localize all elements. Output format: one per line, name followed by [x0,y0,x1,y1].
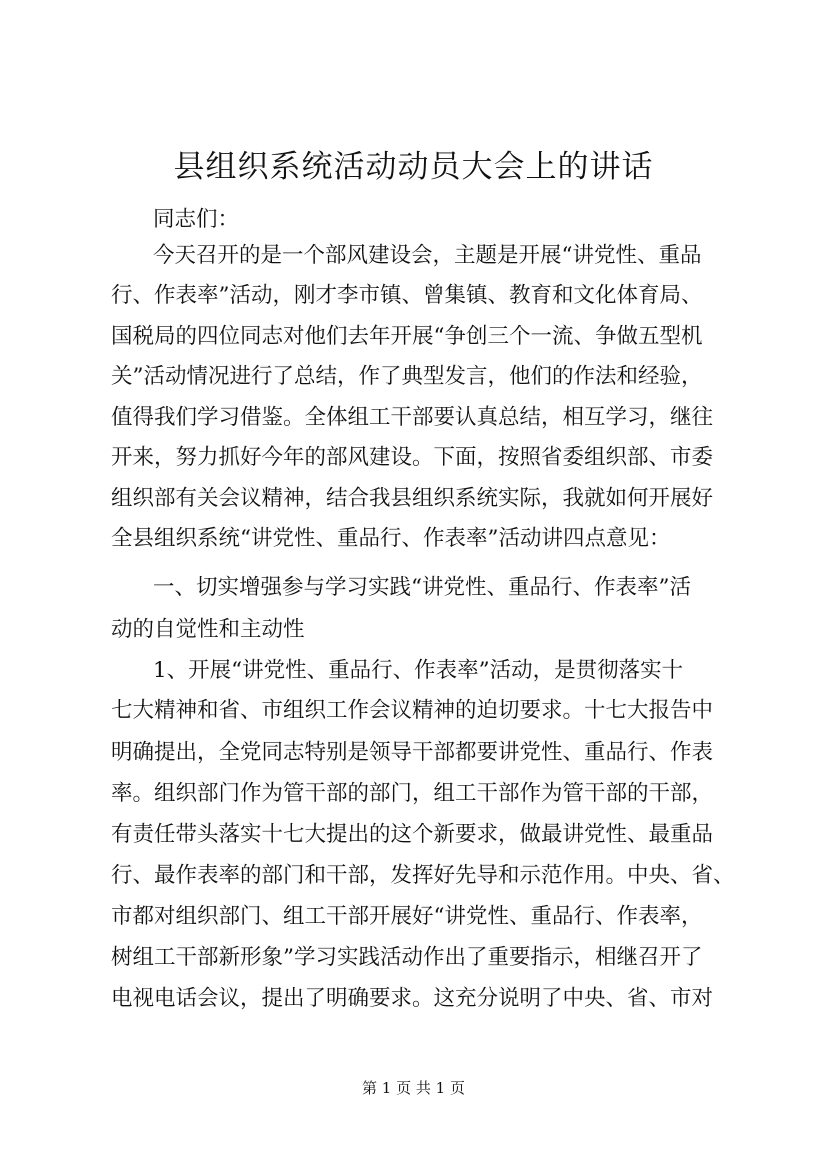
paragraph-line: 值得我们学习借鉴。全体组工干部要认真总结，相互学习，继往 [111,405,714,430]
paragraph-line: 组织部有关会议精神，结合我县组织系统实际，我就如何开展好 [111,486,714,511]
section-heading-line: 一、切实增强参与学习实践“讲党性、重品行、作表率”活 [153,575,691,600]
paragraph-line: 开来，努力抓好今年的部风建设。下面，按照省委组织部、市委 [111,445,714,470]
paragraph-line: 树组工干部新形象”学习实践活动作出了重要指示，相继召开了 [111,945,703,970]
paragraph-line: 明确提出，全党同志特别是领导干部都要讲党性、重品行、作表 [111,740,714,765]
paragraph-line: 1、开展“讲党性、重品行、作表率”活动，是贯彻落实十 [153,658,684,683]
section-heading-line: 动的自觉性和主动性 [111,617,305,642]
document-title: 县组织系统活动动员大会上的讲话 [173,149,654,185]
paragraph-line: 国税局的四位同志对他们去年开展“争创三个一流、争做五型机 [111,324,703,349]
paragraph-line: 全县组织系统“讲党性、重品行、作表率”活动讲四点意见： [111,526,671,551]
paragraph-line: 有责任带头落实十七大提出的这个新要求，做最讲党性、最重品 [111,822,714,847]
salutation: 同志们： [153,207,240,232]
paragraph-line: 市都对组织部门、组工干部开展好“讲党性、重品行、作表率， [111,904,703,929]
paragraph-line: 率。组织部门作为管干部的部门，组工干部作为管干部的干部， [111,781,714,806]
paragraph-line: 今天召开的是一个部风建设会，主题是开展“讲党性、重品 [153,243,702,268]
page-number-footer: 第 1 页 共 1 页 [362,1079,465,1097]
paragraph-line: 行、作表率”活动，刚才李市镇、曾集镇、教育和文化体育局、 [111,283,703,308]
paragraph-line: 七大精神和省、市组织工作会议精神的迫切要求。十七大报告中 [111,698,714,723]
paragraph-line: 关”活动情况进行了总结，作了典型发言，他们的作法和经验， [111,364,703,389]
paragraph-line: 行、最作表率的部门和干部，发挥好先导和示范作用。中央、省、 [111,863,735,888]
paragraph-line: 电视电话会议，提出了明确要求。这充分说明了中央、省、市对 [111,986,714,1011]
